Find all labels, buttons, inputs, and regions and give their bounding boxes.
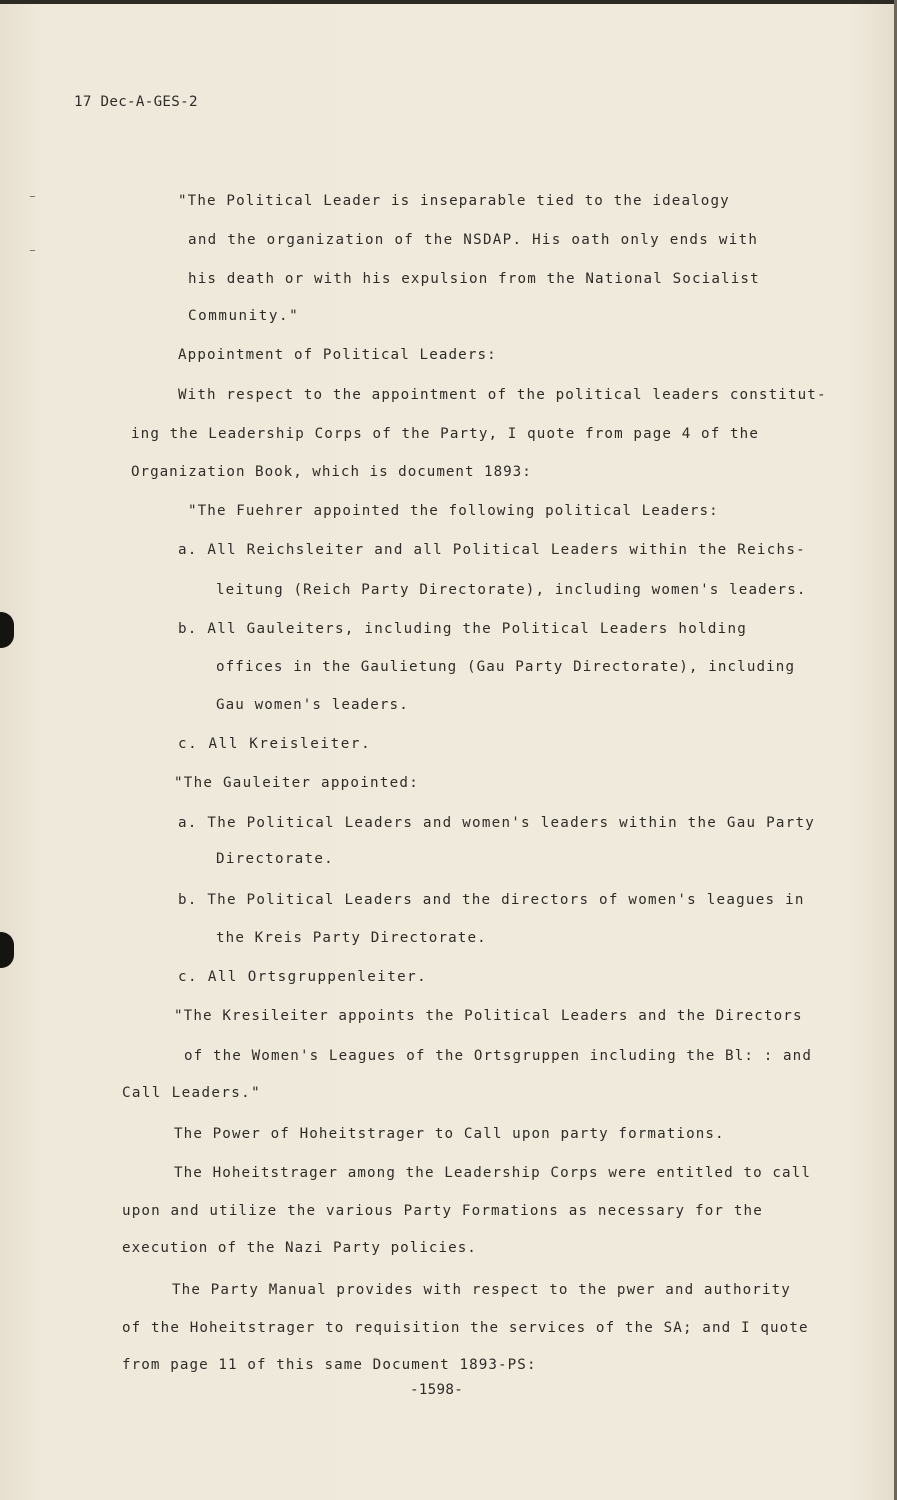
text-line: With respect to the appointment of the political leaders constitut- [178, 387, 827, 403]
text-line: Organization Book, which is document 1893: [131, 464, 532, 480]
text-line: "The Political Leader is inseparable tied to the idealogy [178, 193, 730, 209]
text-line: leitung (Reich Party Directorate), including women's leaders. [216, 582, 807, 598]
text-line: upon and utilize the various Party Formations as necessary for the [122, 1203, 763, 1219]
text-line: "The Gauleiter appointed: [174, 775, 420, 791]
list-item: b. The Political Leaders and the directors of women's leagues in [178, 892, 805, 908]
document-header: 17 Dec-A-GES-2 [74, 94, 198, 110]
text-line: "The Kresileiter appoints the Political Leaders and the Directors [174, 1008, 803, 1024]
text-line: of the Hoheitstrager to requisition the services of the SA; and I quote [122, 1320, 809, 1336]
section-heading: The Power of Hoheitstrager to Call upon party formations. [174, 1126, 725, 1142]
text-line: his death or with his expulsion from the National Socialist [188, 271, 760, 287]
list-item: b. All Gauleiters, including the Political Leaders holding [178, 621, 748, 637]
text-line: from page 11 of this same Document 1893-PS: [122, 1357, 537, 1373]
text-line: and the organization of the NSDAP. His oath only ends with [188, 232, 759, 248]
text-line: Directorate. [216, 851, 334, 867]
text-line: of the Women's Leagues of the Ortsgruppen including the Bl: : and [184, 1048, 813, 1064]
text-line: Call Leaders." [122, 1085, 262, 1101]
text-line: "The Fuehrer appointed the following political Leaders: [188, 503, 719, 519]
text-line: execution of the Nazi Party policies. [122, 1240, 477, 1256]
text-line: ing the Leadership Corps of the Party, I quote from page 4 of the [131, 426, 760, 442]
text-line: Community." [188, 308, 300, 324]
text-line: offices in the Gaulietung (Gau Party Directorate), including [216, 659, 796, 675]
section-heading: Appointment of Political Leaders: [178, 347, 497, 363]
list-item: a. All Reichsleiter and all Political Leaders within the Reichs- [178, 542, 806, 558]
list-item: c. All Kreisleiter. [178, 736, 372, 752]
list-item: c. All Ortsgruppenleiter. [178, 969, 428, 985]
text-line: Gau women's leaders. [216, 697, 409, 713]
page-top-edge [0, 0, 897, 4]
text-line: The Party Manual provides with respect to the pwer and authority [172, 1282, 791, 1298]
punch-hole [0, 612, 14, 648]
text-line: the Kreis Party Directorate. [216, 930, 487, 946]
margin-mark [30, 250, 35, 251]
page-number: -1598- [410, 1382, 464, 1398]
margin-mark [30, 196, 35, 197]
text-line: The Hoheitstrager among the Leadership Corps were entitled to call [174, 1165, 812, 1181]
list-item: a. The Political Leaders and women's leaders within the Gau Party [178, 815, 816, 831]
punch-hole [0, 932, 14, 968]
